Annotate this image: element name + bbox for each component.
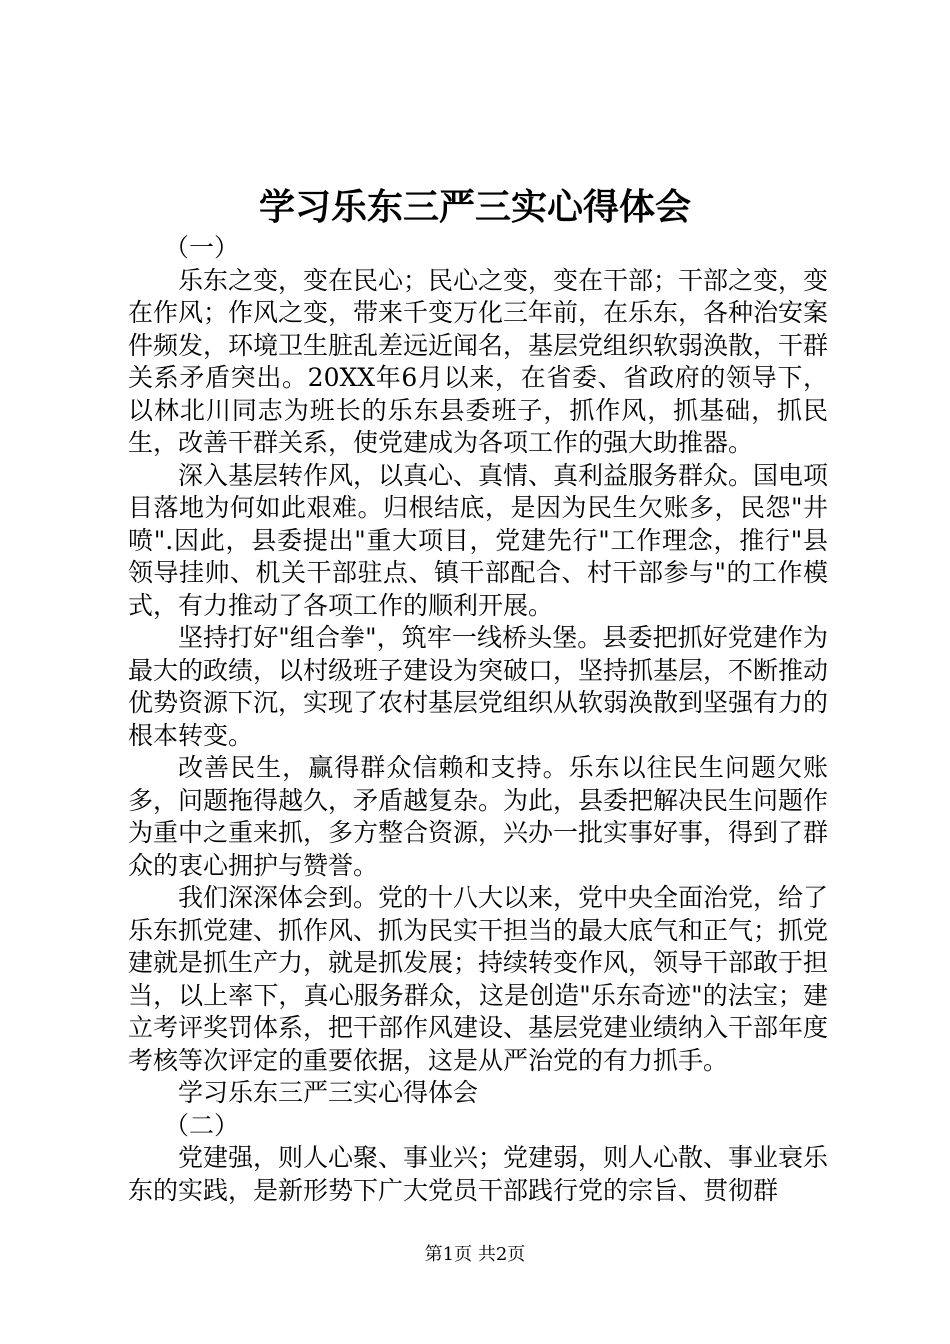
paragraph: 我们深深体会到。党的十八大以来，党中央全面治党，给了乐东抓党建、抓作风、抓为民实干担当的最大底气和正气；抓党建就是抓生产力，就是抓发展；持续转变作风，领导干部敢于担当，以上率下，真心服务群众，这是创造"乐东奇迹"的法宝；建立考评奖罚体系，把干部作风建设、基层党建业绩纳入干部年度考核等次评定的重要依据，这是从严治党的有力抓手。: [128, 883, 829, 1075]
paragraph: 乐东之变，变在民心；民心之变，变在干部；干部之变，变在作风；作风之变，带来千变万化三年前，在乐东，各种治安案件频发，环境卫生脏乱差远近闻名，基层党组织软弱涣散，干群关系矛盾突出。20XX年6月以来，在省委、省政府的领导下，以林北川同志为班长的乐东县委班子，抓作风，抓基础，抓民生，改善干群关系，使党建成为各项工作的强大助推器。: [128, 265, 829, 457]
paragraph: 深入基层转作风，以真心、真情、真利益服务群众。国电项目落地为何如此艰难。归根结底，是因为民生欠账多，民怨"井喷".因此，县委提出"重大项目，党建先行"工作理念，推行"县领导挂帅、机关干部驻点、镇干部配合、村干部参与"的工作模式，有力推动了各项工作的顺利开展。: [128, 460, 829, 620]
section-label: （一）: [164, 233, 240, 262]
document-title: 学习乐东三严三实心得体会: [258, 186, 691, 228]
page-footer: 第1页 共2页: [424, 1244, 526, 1265]
paragraph: 党建强，则人心聚、事业兴；党建弱，则人心散、事业衰乐东的实践，是新形势下广大党员干部践行党的宗旨、贯彻群: [128, 1143, 829, 1205]
paragraph: 改善民生，赢得群众信赖和支持。乐东以往民生问题欠账多，问题拖得越久，矛盾越复杂。为此，县委把解决民生问题作为重中之重来抓，多方整合资源，兴办一批实事好事，得到了群众的衷心拥护与赞誉。: [128, 753, 829, 880]
paragraph: 坚持打好"组合拳"，筑牢一线桥头堡。县委把抓好党建作为最大的政绩，以村级班子建设为突破口，坚持抓基层，不断推动优势资源下沉，实现了农村基层党组织从软弱涣散到坚强有力的根本转变。: [128, 623, 829, 750]
section-subtitle: 学习乐东三严三实心得体会: [178, 1078, 479, 1107]
document-body: [128, 232, 828, 1207]
section-label: （二）: [164, 1110, 240, 1140]
